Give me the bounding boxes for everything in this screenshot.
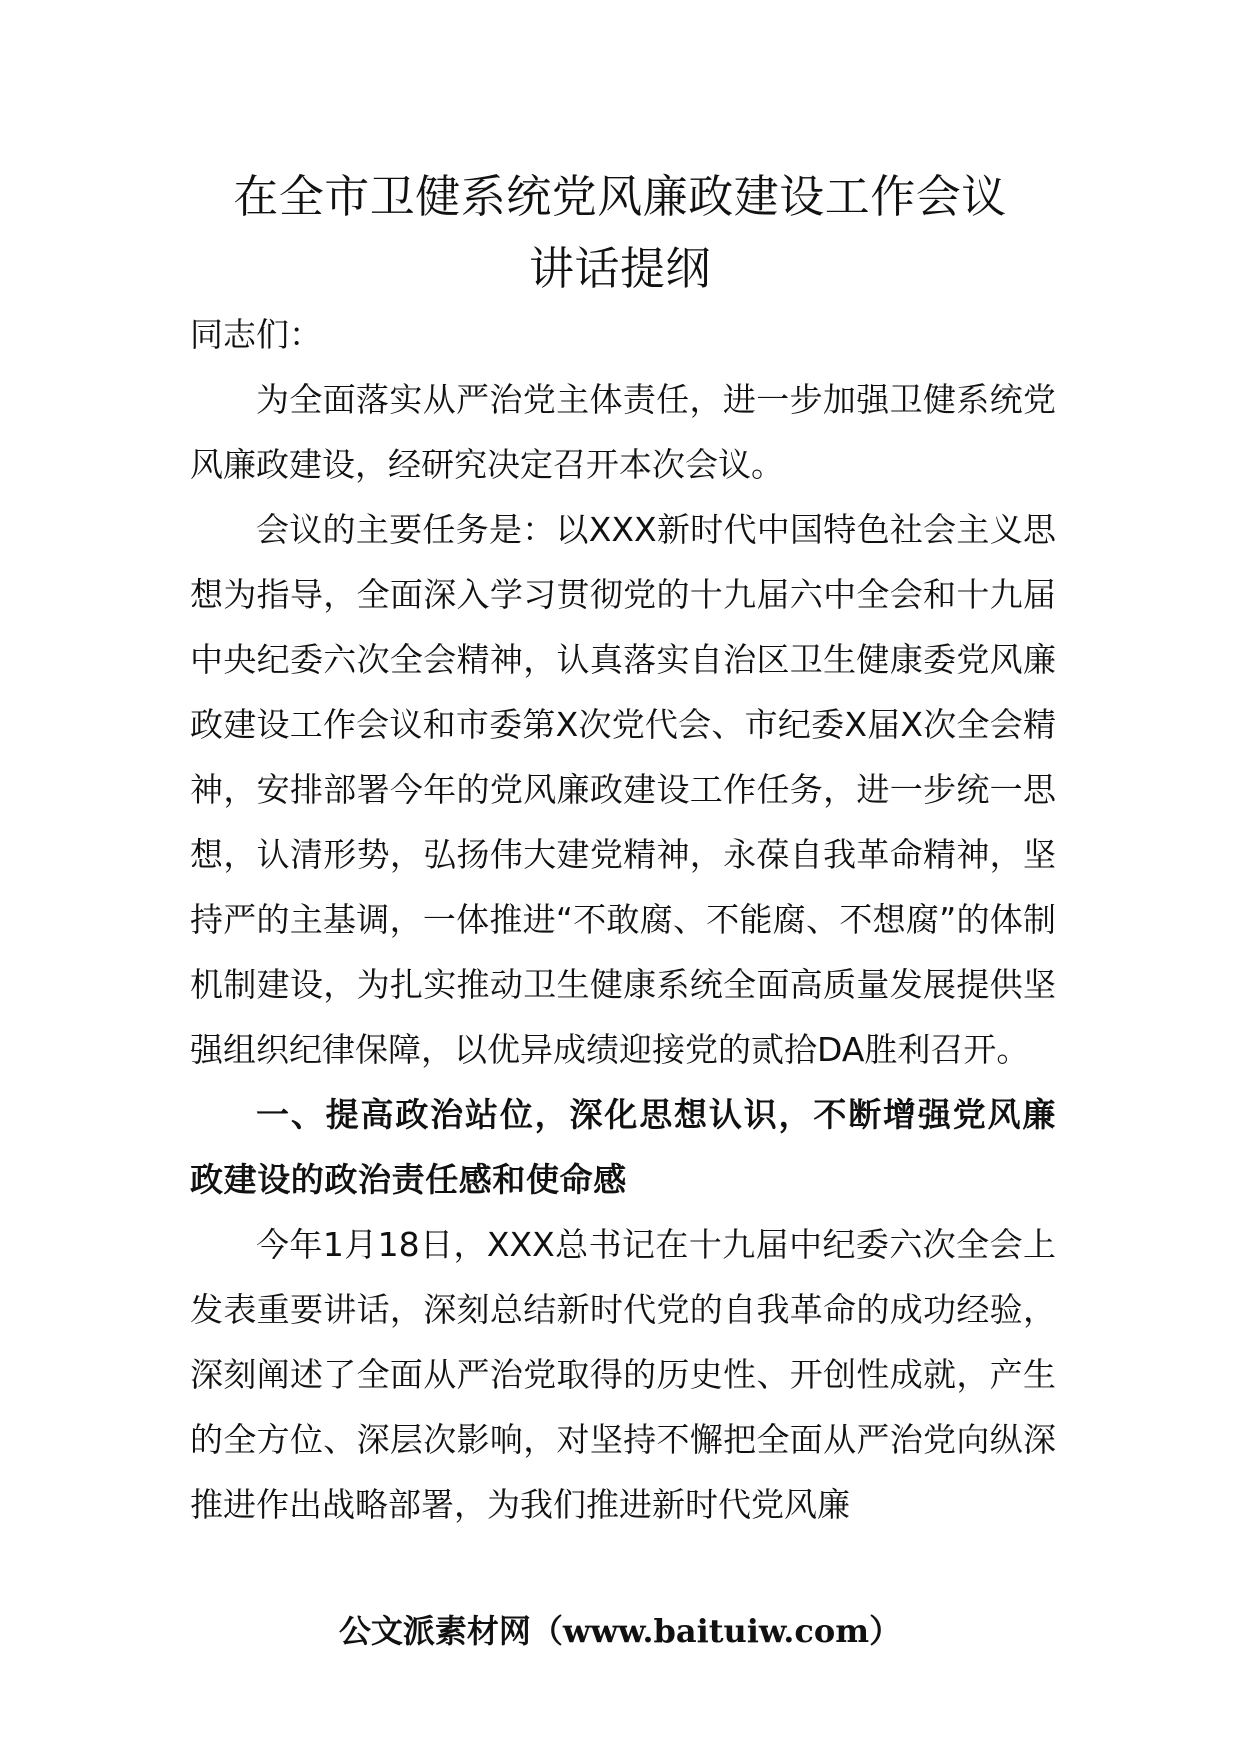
salutation: 同志们： [190,315,322,354]
paragraph-3: 今年1月18日，XXX总书记在十九届中纪委六次全会上发表重要讲话，深刻总结新时代党的自我革命的成功经验，深刻阐述了全面从严治党取得的历史性、开创性成就，产生的全方位、深层次影响，对坚持不懈把全面从严治党向纵深推进作出战略部署，为我们推进新时代党风廉 [190,1225,1056,1524]
paragraph-1: 为全面落实从严治党主体责任，进一步加强卫健系统党风廉政建设，经研究决定召开本次会议。 [190,380,1056,484]
document-title-line-2: 讲话提纲 [528,242,711,295]
footer-watermark: 公文派素材网（www.baituiw.com） [338,1612,902,1650]
paragraph-2: 会议的主要任务是：以XXX新时代中国特色社会主义思想为指导，全面深入学习贯彻党的十九届六中全会和十九届中央纪委六次全会精神，认真落实自治区卫生健康委党风廉政建设工作会议和市委第X次党代会、市纪委X届X次全会精神，安排部署今年的党风廉政建设工作任务，进一步统一思想，认清形势，弘扬伟大建党精神，永葆自我革命精神，坚持严的主基调，一体推进“不敢腐、不能腐、不想腐”的体制机制建设，为扎实推动卫生健康系统全面高质量发展提供坚强组织纪律保障，以优异成绩迎接党的贰拾DA胜利召开。 [190,510,1056,1069]
document-title-line-1: 在全市卫健系统党风廉政建设工作会议 [233,170,1007,223]
document-body [190,302,1056,1537]
section-heading-1: 一、提高政治站位，深化思想认识，不断增强党风廉政建设的政治责任感和使命感 [190,1095,1056,1199]
